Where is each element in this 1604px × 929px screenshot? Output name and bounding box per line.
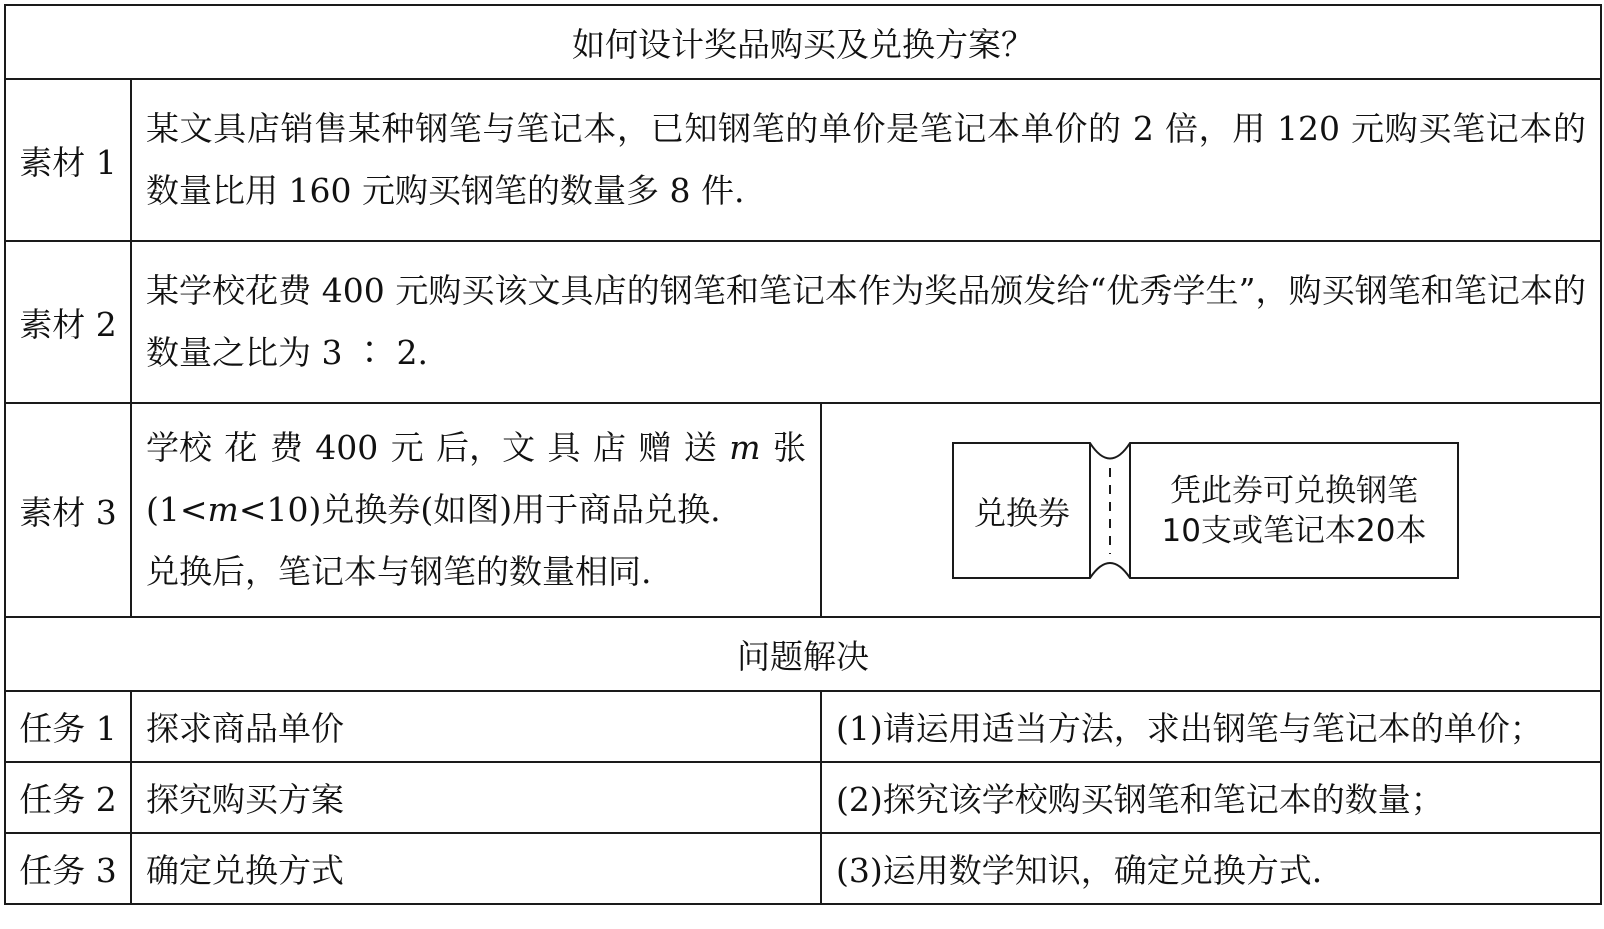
task-name-1: 探求商品单价	[131, 691, 821, 762]
material-label-2: 素材 2	[5, 241, 131, 403]
material-text-1: 某文具店销售某种钢笔与笔记本，已知钢笔的单价是笔记本单价的 2 倍，用 120 元购买笔记本的数量比用 160 元购买钢笔的数量多 8 件.	[131, 79, 1601, 241]
section-header: 问题解决	[5, 617, 1601, 691]
word: 赠	[638, 428, 672, 467]
task-question-1: (1)请运用适当方法，求出钢笔与笔记本的单价；	[821, 691, 1601, 762]
coupon-left-label: 兑换券	[973, 494, 1070, 532]
word: 费	[269, 428, 303, 467]
coupon-figure-cell	[821, 403, 1601, 617]
task-row-3	[5, 833, 1601, 904]
word: 张	[772, 428, 806, 467]
task-label-2: 任务 2	[5, 762, 131, 833]
word: 学校	[146, 428, 212, 467]
title-row	[5, 5, 1601, 79]
material-label-1: 素材 1	[5, 79, 131, 241]
word: 400	[315, 428, 379, 467]
material-row-3	[5, 403, 1601, 617]
coupon-right-text	[1128, 442, 1460, 580]
material-3-line-1	[146, 417, 806, 479]
word: 具	[547, 428, 581, 467]
task-row-1	[5, 691, 1601, 762]
word: 店	[592, 428, 626, 467]
task-label-3: 任务 3	[5, 833, 131, 904]
word: 花	[224, 428, 258, 467]
variable-m: m	[729, 428, 761, 467]
task-question-3: (3)运用数学知识，确定兑换方式.	[821, 833, 1601, 904]
task-question-2: (2)探究该学校购买钢笔和笔记本的数量；	[821, 762, 1601, 833]
material-row-1	[5, 79, 1601, 241]
variable-m: m	[207, 490, 239, 529]
material-text-2: 某学校花费 400 元购买该文具店的钢笔和笔记本作为奖品颁发给“优秀学生”，购买钢笔和笔记本的数量之比为 3 ∶ 2.	[131, 241, 1601, 403]
material-3-line-3: 兑换后，笔记本与钢笔的数量相同.	[146, 552, 652, 591]
task-label-1: 任务 1	[5, 691, 131, 762]
material-text-3	[131, 403, 821, 617]
coupon-figure	[952, 442, 1460, 580]
section-header-row	[5, 617, 1601, 691]
material-row-2	[5, 241, 1601, 403]
text-fragment: <10)兑换券(如图)用于商品兑换.	[238, 490, 721, 529]
coupon-line-1: 凭此券可兑换钢笔	[1170, 473, 1418, 509]
task-row-2	[5, 762, 1601, 833]
word: 送	[683, 428, 717, 467]
text-fragment: (1<	[146, 490, 208, 529]
task-table	[4, 4, 1602, 905]
coupon-line-2: 10支或笔记本20本	[1161, 513, 1427, 549]
task-name-2: 探究购买方案	[131, 762, 821, 833]
material-label-3: 素材 3	[5, 403, 131, 617]
material-3-line-2	[146, 479, 806, 541]
word: 后，文	[436, 428, 536, 467]
word: 元	[390, 428, 424, 467]
table-title: 如何设计奖品购买及兑换方案？	[5, 5, 1601, 79]
task-name-3: 确定兑换方式	[131, 833, 821, 904]
